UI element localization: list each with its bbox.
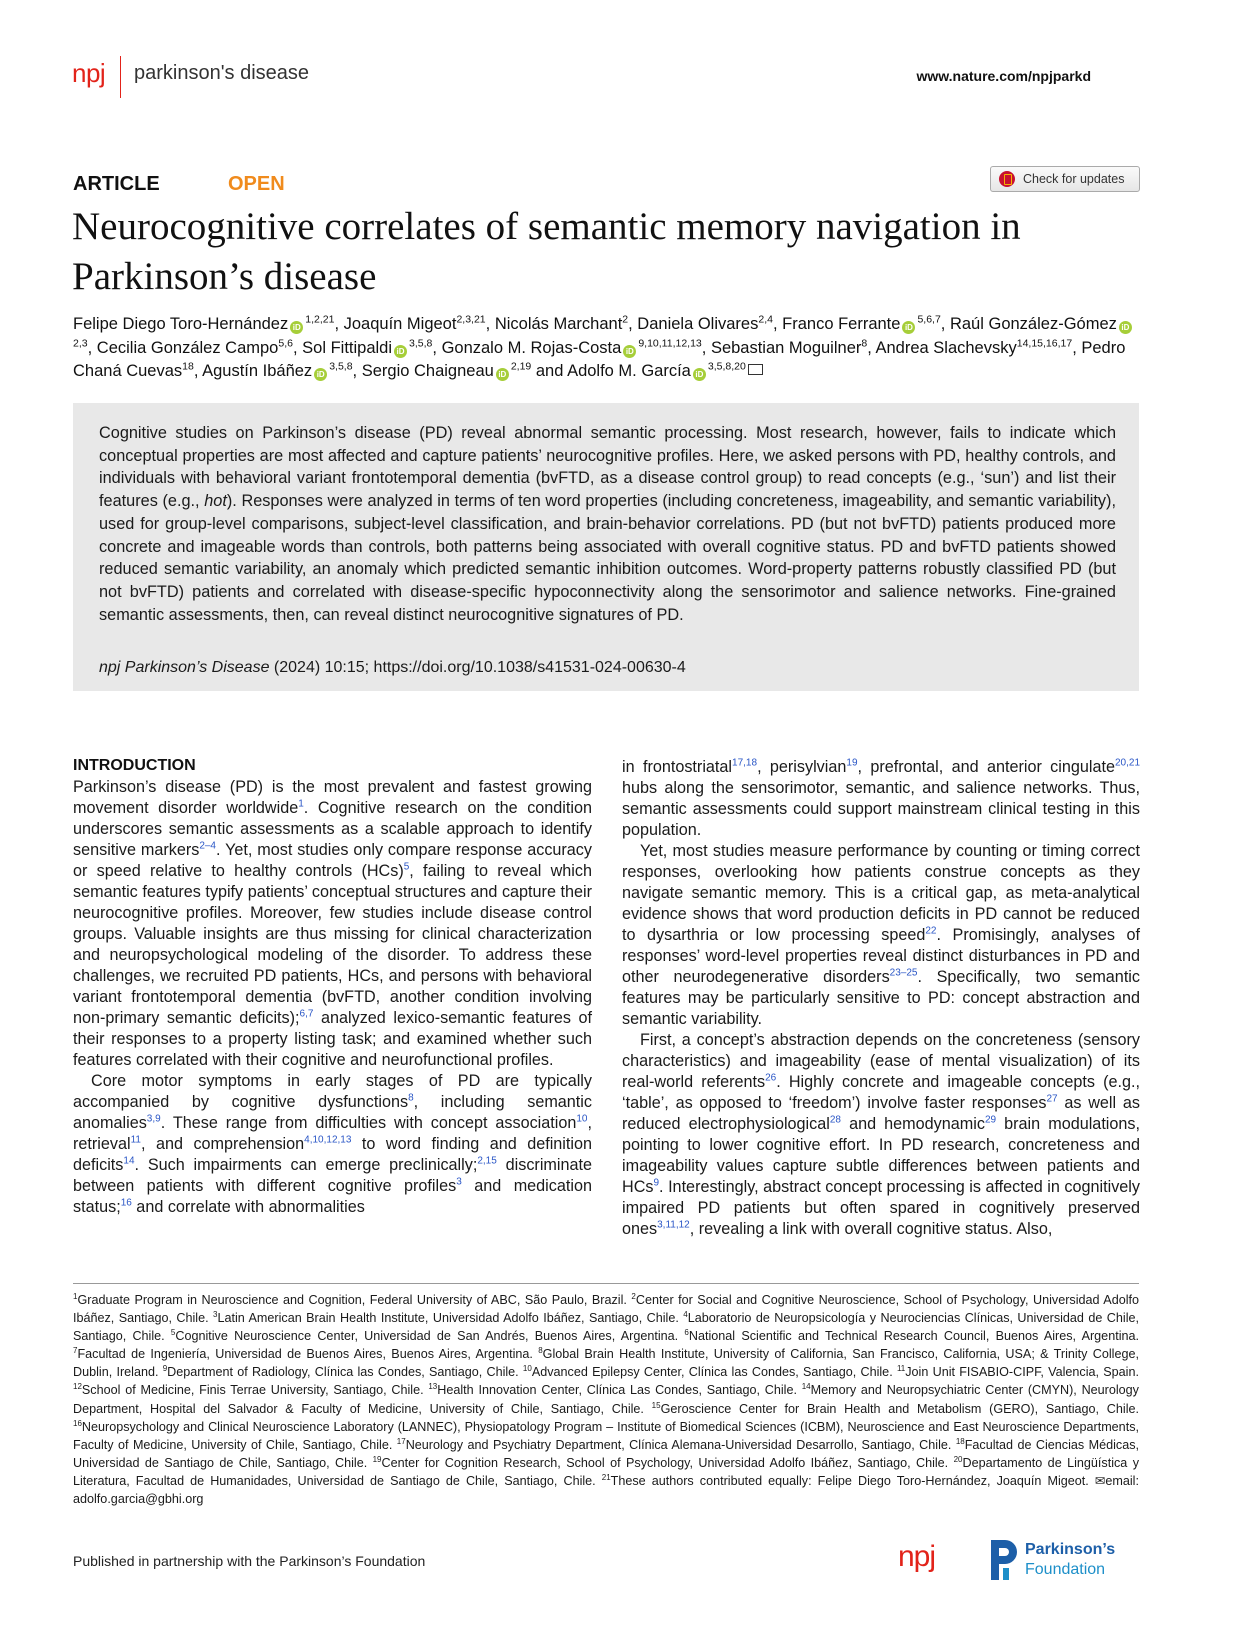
author[interactable] [302, 339, 432, 357]
author-affiliation: 2,3 [73, 337, 88, 349]
author-name[interactable]: Andrea Slachevsky [875, 338, 1017, 357]
author[interactable] [442, 339, 702, 357]
author-affiliation: 1,2,21 [305, 313, 335, 326]
article-type-label: ARTICLE [73, 173, 160, 195]
author-name[interactable]: Nicolás Marchant [494, 315, 623, 333]
footer-npj-logo[interactable]: npj [898, 1540, 936, 1573]
author-name[interactable]: Adolfo M. García [567, 362, 691, 380]
orcid-icon[interactable]: iD [394, 345, 407, 358]
author-affiliation: 3,5,8 [329, 360, 353, 373]
body-paragraph: Parkinson’s disease (PD) is the most prevalent and fastest growing movement disorder worldwide$^1$. Cognitive research on the condition underscores semantic assessments as a scalable approach to identify sensitive markers$^{2-4}$. Yet, most studies only compare response accuracy or speed relative to healthy controls (HCs)$^5$, failing to reveal which semantic features typify patients’ conceptual structures and capture their neurocognitive profiles. Moreover, few studies include disease control groups. Valuable insights are thus missing for clinical characterization and neuropsychological modeling of the disorder. To address these challenges, we recruited PD patients, HCs, and persons with behavioral variant frontotemporal dementia (bvFTD, another condition involving non-primary semantic deficits);$^{6,7}$ analyzed lexico-semantic features of their responses to a property listing task; and examined whether such features correlated with their cognitive and neurofunctional profiles. [73, 778, 593, 1069]
author[interactable] [875, 339, 1072, 357]
article-title: Neurocognitive correlates of semantic memory navigation in Parkinson’s disease [72, 205, 1021, 298]
journal-name[interactable]: parkinson's disease [134, 62, 310, 84]
parkinsons-foundation-subname: Foundation [1025, 1561, 1106, 1578]
orcid-icon[interactable]: iD [1119, 321, 1132, 334]
citation-line [99, 659, 686, 677]
crossmark-icon [999, 171, 1015, 187]
author[interactable] [202, 362, 352, 380]
orcid-icon[interactable]: iD [693, 368, 706, 381]
orcid-icon[interactable]: iD [496, 368, 509, 381]
author[interactable] [362, 362, 532, 380]
author[interactable] [73, 315, 334, 333]
orcid-icon[interactable]: iD [314, 368, 327, 381]
author-name[interactable]: Sergio Chaigneau [361, 362, 494, 380]
author-affiliation: 2,3,21 [456, 313, 486, 326]
author-name[interactable]: Joaquín Migeot [343, 315, 457, 333]
section-heading-introduction: INTRODUCTION [73, 757, 196, 774]
author-affiliation: 2 [622, 313, 629, 326]
author-list: Felipe Diego Toro-Hernández iD$^{1,2,21}$, Joaquín Migeot$^{2,3,21}$, Nicolás Marchant$^2$, Daniela Olivares$^{2,4}$, Franco Ferrante iD$^{5,6,7}$, Raúl González-Gómez iD$^{2,3}$, Cecilia González Campo$^{5,6}$, Sol Fittipaldi iD$^{3,5,8}$, Gonzalo M. Rojas-Costa iD$^{9,10,11,12,13}$, Sebastian Moguilner$^8$, Andrea Slachevsky$^{14,15,16,17}$, Pedro Chaná Cuevas$^{18}$, Agustín Ibáñez iD$^{3,5,8}$, Sergio Chaigneau iD$^{2,19}$ and Adolfo M. García iD$^{3,5,8,20}$ [73, 313, 1143, 384]
author-name[interactable]: Pedro Chaná Cuevas [73, 338, 1126, 380]
author-name[interactable]: Gonzalo M. Rojas-Costa [441, 338, 622, 357]
author-affiliation: 14,15,16,17 [1016, 337, 1073, 349]
check-for-updates-label: Check for updates [1023, 172, 1125, 186]
author[interactable] [711, 339, 867, 357]
author-affiliation: 5,6 [278, 337, 293, 349]
author[interactable] [97, 339, 293, 357]
partnership-statement: Published in partnership with the Parkinson’s Foundation [73, 1553, 426, 1569]
author-name[interactable]: Agustín Ibáñez [202, 362, 313, 380]
author-name[interactable]: Sol Fittipaldi [302, 338, 393, 357]
author-name[interactable]: Sebastian Moguilner [710, 338, 862, 357]
orcid-icon[interactable]: iD [623, 345, 636, 358]
open-access-label: OPEN [228, 173, 285, 195]
email-icon[interactable] [748, 364, 763, 375]
body-paragraph: First, a concept’s abstraction depends on the concreteness (sensory characteristics) and imageability (ease of mental visualization) of its real-world referents$^{26}$. Highly concrete and imageable concepts (e.g., ‘table’, as opposed to ‘freedom’) involve faster responses$^{27}$ as well as reduced electrophysiological$^{28}$ and hemodynamic$^{29}$ brain modulations, pointing to lower cognitive effort. In PD research, concreteness and imageability values capture subtle differences between patients and HCs$^9$. Interestingly, abstract concept processing is affected in cognitively impaired PD patients but often spared in cognitively preserved ones$^{3,11,12}$, revealing a link with overall cognitive status. Also, [622, 1031, 1141, 1238]
author[interactable] [782, 315, 941, 333]
affiliations-footnote: $^1$Graduate Program in Neuroscience and Cognition, Federal University of ABC, São Paulo, Brazil. $^2$Center for Social and Cognitive Neuroscience, School of Psychology, Universidad Adolfo Ibáñez, Santiago, Chile. $^3$Latin American Brain Health Institute, Universidad Adolfo Ibáñez, Santiago, Chile. $^4$Laboratorio de Neuropsicología y Neurociencias Clínicas, Universidad de Chile, Santiago, Chile. $^5$Cognitive Neuroscience Center, Universidad de San Andrés, Buenos Aires, Argentina. $^6$National Scientific and Technical Research Council, Buenos Aires, Argentina. $^7$Facultad de Ingeniería, Universidad de Buenos Aires, Buenos Aires, Argentina. $^8$Global Brain Health Institute, University of California, San Francisco, California, USA; & Trinity College, Dublin, Ireland. $^9$Department of Radiology, Clínica las Condes, Santiago, Chile. $^{10}$Advanced Epilepsy Center, Clínica las Condes, Santiago, Chile. $^{11}$Join Unit FISABIO-CIPF, Valencia, Spain. $^{12}$School of Medicine, Finis Terrae University, Santiago, Chile. $^{13}$Health Innovation Center, Clínica Las Condes, Santiago, Chile. $^{14}$Memory and Neuropsychiatric Center (CMYN), Neurology Department, Hospital del Salvador & Faculty of Medicine, University of Chile, Santiago, Chile. $^{15}$Geroscience Center for Brain Health and Metabolism (GERO), Santiago, Chile. $^{16}$Neuropsychology and Clinical Neuroscience Laboratory (LANNEC), Physiopatology Program – Institute of Biomedical Sciences (ICBM), Neuroscience and East Neuroscience Departments, Faculty of Medicine, University of Chile, Santiago, Chile. $^{17}$Neurology and Psychiatry Department, Clínica Alemana-Universidad Desarrollo, Santiago, Chile. $^{18}$Facultad de Ciencias Médicas, Universidad de Santiago de Chile, Santiago, Chile. $^{19}$Center for Cognition Research, School of Psychology, Universidad Adolfo Ibáñez, Santiago, Chile. $^{20}$Departamento de Lingüística y Literatura, Facultad de Humanidades, Universidad de Santiago de Chile, Santiago, Chile. $^{21}$These authors contributed equally: Felipe Diego Toro-Hernández, Joaquín Migeot. ✉email: adolfo.garcia@gbhi.org [73, 1291, 1139, 1507]
header-divider [120, 56, 121, 98]
body-column-left [73, 777, 592, 1218]
npj-logo[interactable]: npj [72, 58, 106, 88]
author-affiliation: 2,4 [758, 313, 773, 326]
author-affiliation: 5,6,7 [917, 313, 941, 326]
author-affiliation: 9,10,11,12,13 [638, 337, 702, 349]
body-paragraph: in frontostriatal$^{17,18}$, perisylvian$^{19}$, prefrontal, and anterior cingulate$^{20,21}$ hubs along the sensorimotor, semantic, and salience networks. Thus, semantic assessments could support mainstream clinical testing in this population. [622, 757, 1141, 839]
author-affiliation: 2,19 [510, 360, 532, 373]
parkinsons-foundation-name: Parkinson’s [1025, 1541, 1116, 1558]
orcid-icon[interactable]: iD [902, 321, 915, 334]
author-name[interactable]: Franco Ferrante [782, 315, 901, 333]
body-paragraph: Yet, most studies measure performance by counting or timing correct responses, overlooking how patients construe concepts as they navigate semantic memory. This is a critical gap, as meta-analytical evidence shows that word production deficits in PD cannot be reduced to dysarthria or low processing speed$^{22}$. Promisingly, analyses of responses’ word-level properties reveal distinct disturbances in PD and other neurodegenerative disorders$^{23-25}$. Specifically, two semantic features may be particularly sensitive to PD: concept abstraction and semantic variability. [622, 842, 1141, 1028]
author[interactable] [495, 315, 628, 333]
citation-doi[interactable]: (2024) 10:15; https://doi.org/10.1038/s41531-024-00630-4 [269, 659, 686, 676]
journal-url[interactable]: www.nature.com/npjparkd [916, 68, 1091, 84]
body-column-right [622, 757, 1140, 1240]
author-name[interactable]: Cecilia González Campo [96, 338, 279, 357]
author-affiliation: 3,5,8,20 [707, 360, 746, 373]
parkinsons-foundation-logo-icon [987, 1538, 1021, 1582]
author-affiliation: 8 [861, 337, 868, 349]
author[interactable] [637, 315, 773, 333]
check-for-updates-button[interactable] [990, 166, 1140, 192]
author-affiliation: 3,5,8 [409, 337, 433, 349]
author-name[interactable]: Felipe Diego Toro-Hernández [73, 315, 289, 333]
body-paragraph: Core motor symptoms in early stages of PD are typically accompanied by cognitive dysfunctions$^8$, including semantic anomalies$^{3,9}$. These range from difficulties with concept association$^{10}$, retrieval$^{11}$, and comprehension$^{4,10,12,13}$ to word finding and definition deficits$^{14}$. Such impairments can emerge preclinically;$^{2,15}$ discriminate between patients with different cognitive profiles$^3$ and medication status;$^{16}$ and correlate with abnormalities [73, 1072, 592, 1216]
author-name[interactable]: Daniela Olivares [637, 315, 759, 333]
abstract-text: Cognitive studies on Parkinson’s disease (PD) reveal abnormal semantic processing. Most research, however, fails to indicate which conceptual properties are most affected and capture patients’ neurocognitive profiles. Here, we asked persons with PD, healthy controls, and individuals with behavioral variant frontotemporal dementia (bvFTD, as a disease control group) to read concepts (e.g., ‘sun’) and list their features (e.g., hot). Responses were analyzed in terms of ten word properties (including concreteness, imageability, and semantic variability), used for group-level comparisons, subject-level classification, and brain-behavior correlations. PD (but not bvFTD) patients produced more concrete and imageable words than controls, both patterns being associated with overall cognitive status. PD and bvFTD patients showed reduced semantic variability, an anomaly which predicted semantic inhibition outcomes. Word-property patterns robustly classified PD (but not bvFTD) patients and correlated with disease-specific hypoconnectivity along the sensorimotor and salience networks. Fine-grained semantic assessments, then, can reveal distinct neurocognitive signatures of PD. [99, 424, 1116, 624]
footnote-divider [73, 1283, 1139, 1284]
orcid-icon[interactable]: iD [290, 321, 303, 334]
author-name[interactable]: Raúl González-Gómez [949, 315, 1117, 333]
author-affiliation: 18 [182, 360, 194, 373]
citation-journal: npj Parkinson’s Disease [99, 659, 270, 676]
author[interactable] [567, 362, 763, 380]
author[interactable] [344, 315, 486, 333]
